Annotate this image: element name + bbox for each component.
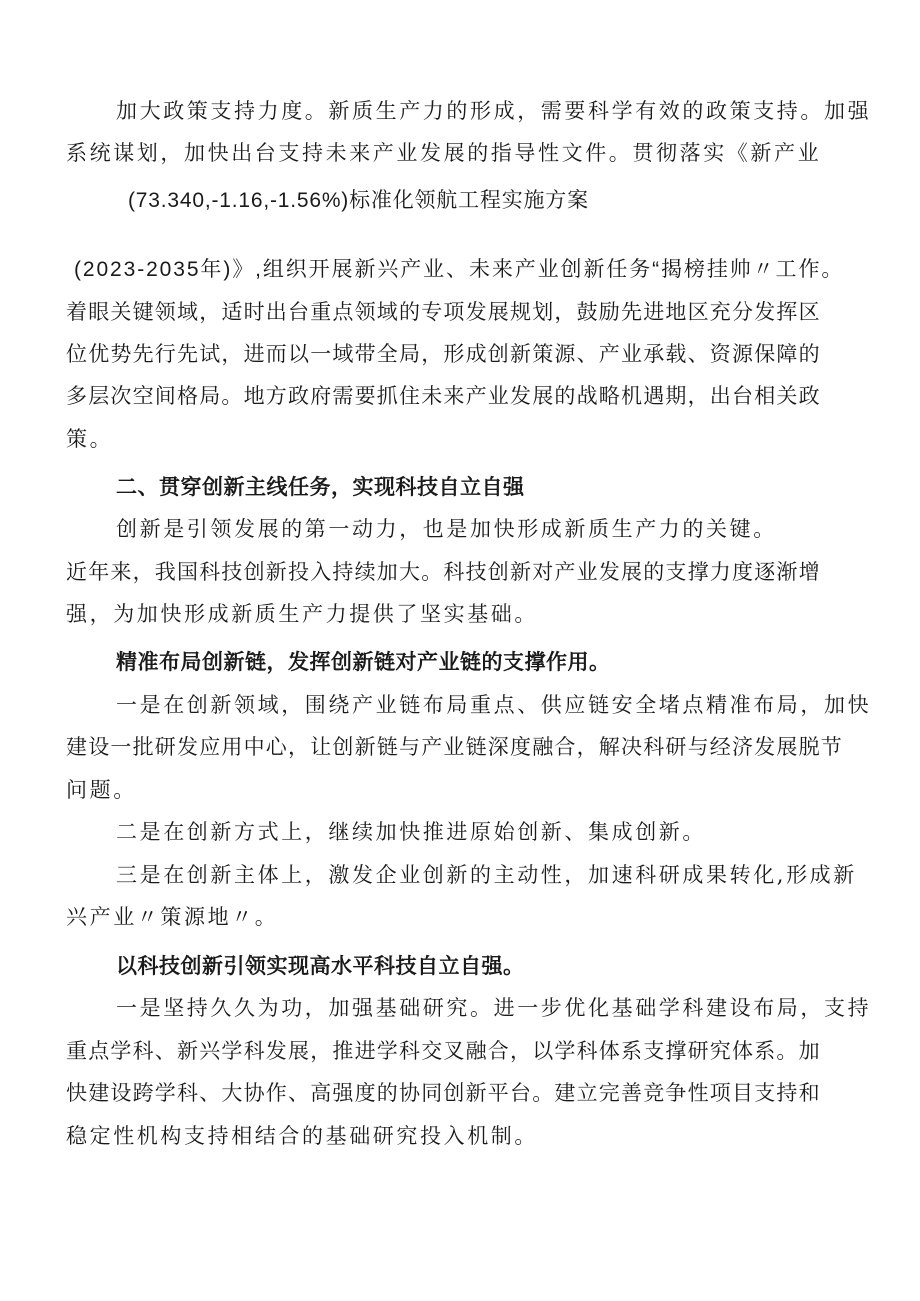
paragraph-line: 强，为加快形成新质生产力提供了坚实基础。 (66, 602, 538, 626)
paragraph-line: 一是坚持久久为功，加强基础研究。进一步优化基础学科建设布局，支持 (116, 996, 872, 1020)
paragraph-line: 策。 (66, 427, 114, 451)
paragraph-line: 重点学科、新兴学科发展，推进学科交叉融合，以学科体系支撑研究体系。加 (66, 1039, 821, 1063)
paragraph-line: 二是在创新方式上，继续加快推进原始创新、集成创新。 (116, 820, 706, 844)
paragraph-line: 近年来，我国科技创新投入持续加大。科技创新对产业发展的支撑力度逐渐增 (66, 560, 821, 584)
paragraph-line: (2023-2035年)》,组织开展新兴产业、未来产业创新任务“揭榜挂帅〃工作。 (74, 258, 845, 281)
paragraph-line: 稳定性机构支持相结合的基础研究投入机制。 (66, 1124, 538, 1148)
paragraph-line: 兴产业〃策源地〃。 (66, 905, 279, 929)
paragraph-line: 三是在创新主体上，激发企业创新的主动性，加速科研成果转化,形成新 (116, 863, 857, 887)
paragraph-line: 一是在创新领域，围绕产业链布局重点、供应链安全堵点精准布局，加快 (116, 693, 872, 717)
paragraph-line: 加大政策支持力度。新质生产力的形成，需要科学有效的政策支持。加强 (116, 99, 872, 123)
paragraph-line: 快建设跨学科、大协作、高强度的协同创新平台。建立完善竞争性项目支持和 (66, 1081, 821, 1105)
paragraph-line: 着眼关键领域，适时出台重点领域的专项发展规划，鼓励先进地区充分发挥区 (66, 300, 821, 324)
paragraph-line: 位优势先行先试，进而以一域带全局，形成创新策源、产业承载、资源保障的 (66, 342, 821, 366)
paragraph-line: 系统谋划，加快出台支持未来产业发展的指导性文件。贯彻落实《新产业 (66, 141, 822, 165)
paragraph-line: 创新是引领发展的第一动力，也是加快形成新质生产力的关键。 (116, 517, 777, 541)
subsection-heading: 以科技创新引领实现高水平科技自立自强。 (116, 954, 525, 978)
paragraph-line: 多层次空间格局。地方政府需要抓住未来产业发展的战略机遇期，出台相关政 (66, 384, 821, 408)
section-heading: 二、贯穿创新主线任务，实现科技自立自强 (116, 475, 525, 499)
paragraph-line: 问题。 (66, 778, 137, 802)
subsection-heading: 精准布局创新链，发挥创新链对产业链的支撑作用。 (116, 650, 611, 674)
paragraph-line: (73.340,-1.16,-1.56%)标准化领航工程实施方案 (128, 189, 589, 212)
paragraph-line: 建设一批研发应用中心，让创新链与产业链深度融合，解决科研与经济发展脱节 (66, 735, 843, 759)
